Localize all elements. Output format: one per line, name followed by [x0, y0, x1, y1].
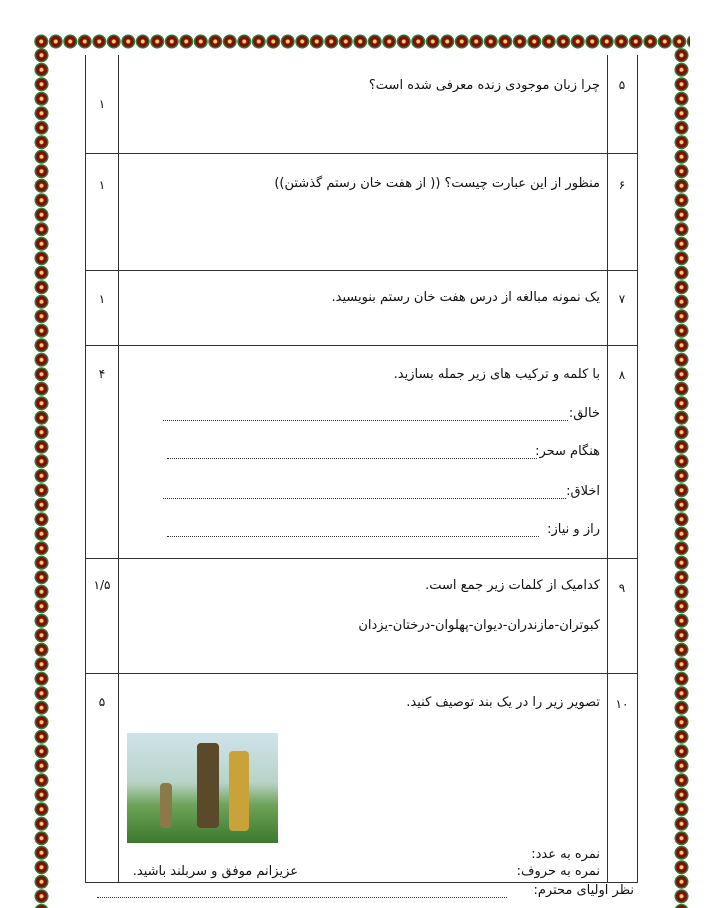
sentence-item: راز و نیاز: — [547, 522, 600, 537]
grade-number-label: نمره به عدد: — [531, 847, 600, 862]
parents-comment-label: نظر اولیای محترم: — [533, 883, 634, 898]
sentence-item: هنگام سحر: — [535, 444, 600, 459]
word-list: کبوتران-مازندران-دیوان-پهلوان-درختان-یزدان — [358, 618, 600, 633]
grade-letters-label: نمره به حروف: — [516, 864, 600, 879]
answer-line[interactable] — [167, 535, 539, 537]
question-number: ۶ — [618, 178, 626, 192]
question-number: ۸ — [618, 368, 626, 382]
question-text: یک نمونه مبالغه از درس هفت خان رستم بنویسید. — [331, 290, 600, 305]
decorative-border-top — [34, 34, 690, 49]
answer-line[interactable] — [163, 419, 568, 421]
sentence-item: اخلاق: — [566, 484, 600, 499]
parents-comment-line[interactable] — [97, 896, 507, 898]
question-score: ۱ — [98, 178, 106, 192]
decorative-border-right — [674, 48, 689, 908]
figure — [229, 751, 249, 831]
question-text: منظور از این عبارت چیست؟ (( از هفت خان رستم گذشتن)) — [274, 176, 600, 191]
question-text: تصویر زیر را در یک بند توصیف کنید. — [406, 695, 600, 710]
row-divider — [85, 345, 637, 346]
row-divider — [85, 673, 637, 674]
decorative-border-left — [34, 48, 49, 908]
row-divider — [85, 153, 637, 154]
question-score: ۴ — [98, 367, 106, 381]
row-divider — [85, 270, 637, 271]
question-text: با کلمه و ترکیب های زیر جمله بسازید. — [393, 367, 600, 382]
soldiers-painting-image — [127, 733, 278, 843]
question-score: ۵ — [98, 695, 106, 709]
wish-text: عزیزانم موفق و سربلند باشید. — [132, 864, 298, 879]
question-number: ۵ — [618, 78, 626, 92]
question-score: ۱ — [98, 97, 106, 111]
sentence-item: خالق: — [568, 406, 600, 421]
question-score: ۱ — [98, 292, 106, 306]
question-number: ۷ — [618, 292, 626, 306]
question-number: ۱۰ — [615, 697, 629, 711]
answer-line[interactable] — [163, 497, 566, 499]
question-text: چرا زبان موجودی زنده معرفی شده است؟ — [368, 78, 600, 93]
figure — [197, 743, 219, 828]
column-divider — [118, 55, 119, 883]
row-divider — [85, 558, 637, 559]
question-number: ۹ — [618, 581, 626, 595]
question-text: کدامیک از کلمات زیر جمع است. — [425, 578, 600, 593]
question-score: ۱/۵ — [93, 578, 111, 592]
answer-line[interactable] — [167, 457, 537, 459]
figure — [160, 783, 172, 828]
